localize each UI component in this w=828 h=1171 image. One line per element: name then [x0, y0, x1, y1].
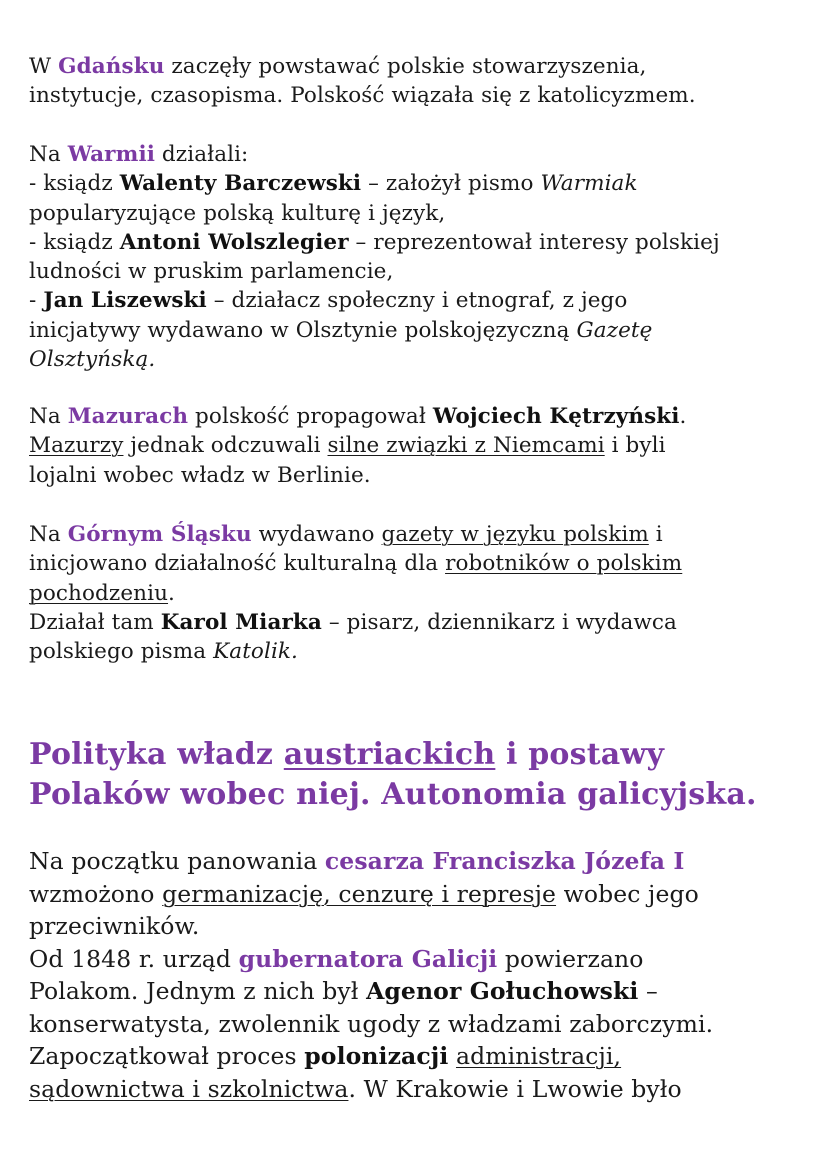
underlined-text: robotników o polskim [445, 551, 683, 577]
text: wobec jego [556, 879, 699, 908]
text: - ksiądz [29, 171, 120, 197]
person-ketrzynski: Wojciech Kętrzyński [432, 404, 680, 429]
text: – założył pismo [361, 171, 541, 197]
paragraph-slask [29, 520, 682, 666]
underlined-text: sądownictwa i szkolnictwa [29, 1074, 349, 1103]
office-gubernator: gubernatora Galicji [238, 944, 498, 973]
text: Polakom. Jednym z nich był [29, 977, 367, 1005]
text: Na [29, 142, 68, 167]
person-franciszek-jozef: cesarza Franciszka Józefa I [324, 847, 685, 875]
text: Od 1848 r. urząd [29, 944, 239, 973]
text: – [638, 977, 658, 1005]
text: wydawano [251, 522, 382, 547]
text: Na początku panowania [29, 847, 325, 875]
paragraph-warmia [29, 140, 720, 374]
text [448, 1042, 456, 1070]
text: Zapoczątkował proces [29, 1042, 305, 1070]
text: wzmożono [29, 879, 163, 908]
text: inicjatywy wydawano w Olsztynie polskojęzyczną [29, 317, 577, 343]
term-polonizacja: polonizacji [304, 1042, 449, 1070]
text: instytucje, czasopisma. Polskość wiązała się z katolicyzmem. [29, 83, 696, 109]
title-olsztynska: Olsztyńską. [29, 347, 156, 373]
text: – reprezentował interesy polskiej [348, 229, 720, 255]
underlined-text: silne związki z Niemcami [327, 433, 605, 459]
text: popularyzujące polską kulturę i język, [29, 200, 446, 226]
text: . [679, 404, 687, 429]
text: . W Krakowie i Lwowie było [348, 1074, 682, 1103]
text: - [29, 288, 44, 314]
underlined-text: germanizację, cenzurę i represje [162, 879, 557, 908]
section-heading [29, 735, 819, 815]
text: i [648, 522, 663, 547]
text: . [168, 580, 175, 606]
underlined-text: Mazurzy [29, 433, 124, 459]
person-liszewski: Jan Liszewski [43, 288, 207, 314]
text: przeciwników. [29, 912, 200, 940]
text: - ksiądz [29, 229, 120, 255]
text: inicjowano działalność kulturalną dla [29, 551, 446, 577]
text: ludności w pruskim parlamencie, [29, 259, 394, 285]
person-barczewski: Walenty Barczewski [119, 171, 362, 197]
underlined-text: gazety w języku polskim [381, 522, 649, 547]
underlined-text: pochodzeniu [29, 580, 169, 606]
person-wolszlegier: Antoni Wolszlegier [119, 229, 349, 255]
underlined-text: administracji, [455, 1042, 622, 1070]
text: – działacz społeczny i etnograf, z jego [206, 288, 628, 314]
text: W [29, 54, 59, 79]
paragraph-mazury [29, 402, 686, 490]
text: – pisarz, dziennikarz i wydawca [321, 609, 677, 635]
place-gdansk: Gdańsku [58, 54, 165, 79]
person-goluchowski: Agenor Gołuchowski [366, 977, 639, 1005]
place-slask: Górnym Śląsku [67, 522, 252, 547]
text: zaczęły powstawać polskie stowarzyszenia, [164, 54, 647, 79]
paragraph-gdansk [29, 52, 696, 111]
text: działali: [155, 142, 249, 167]
place-warmia: Warmii [67, 142, 155, 167]
text: polskość propagował [188, 404, 433, 429]
underlined-text: austriackich [283, 737, 496, 772]
title-katolik: Katolik. [213, 639, 298, 665]
text: lojalni wobec władz w Berlinie. [29, 462, 371, 488]
text: polskiego pisma [29, 639, 214, 665]
person-miarka: Karol Miarka [160, 609, 322, 635]
text: i byli [604, 433, 666, 459]
text: Na [29, 404, 68, 429]
text: Polityka władz [29, 737, 284, 772]
text: Działał tam [29, 609, 161, 635]
text: Na [29, 522, 68, 547]
text: jednak odczuwali [123, 433, 328, 459]
text: i postawy [495, 737, 665, 772]
title-warmiak: Warmiak [540, 171, 638, 197]
text: Polaków wobec niej. Autonomia galicyjska. [29, 777, 757, 812]
paragraph-austria [29, 845, 713, 1105]
text: konserwatysta, zwolennik ugody z władzami zaborczymi. [29, 1009, 714, 1038]
text: powierzano [497, 944, 644, 973]
title-gazeta: Gazetę [576, 317, 653, 343]
place-mazury: Mazurach [67, 404, 189, 429]
